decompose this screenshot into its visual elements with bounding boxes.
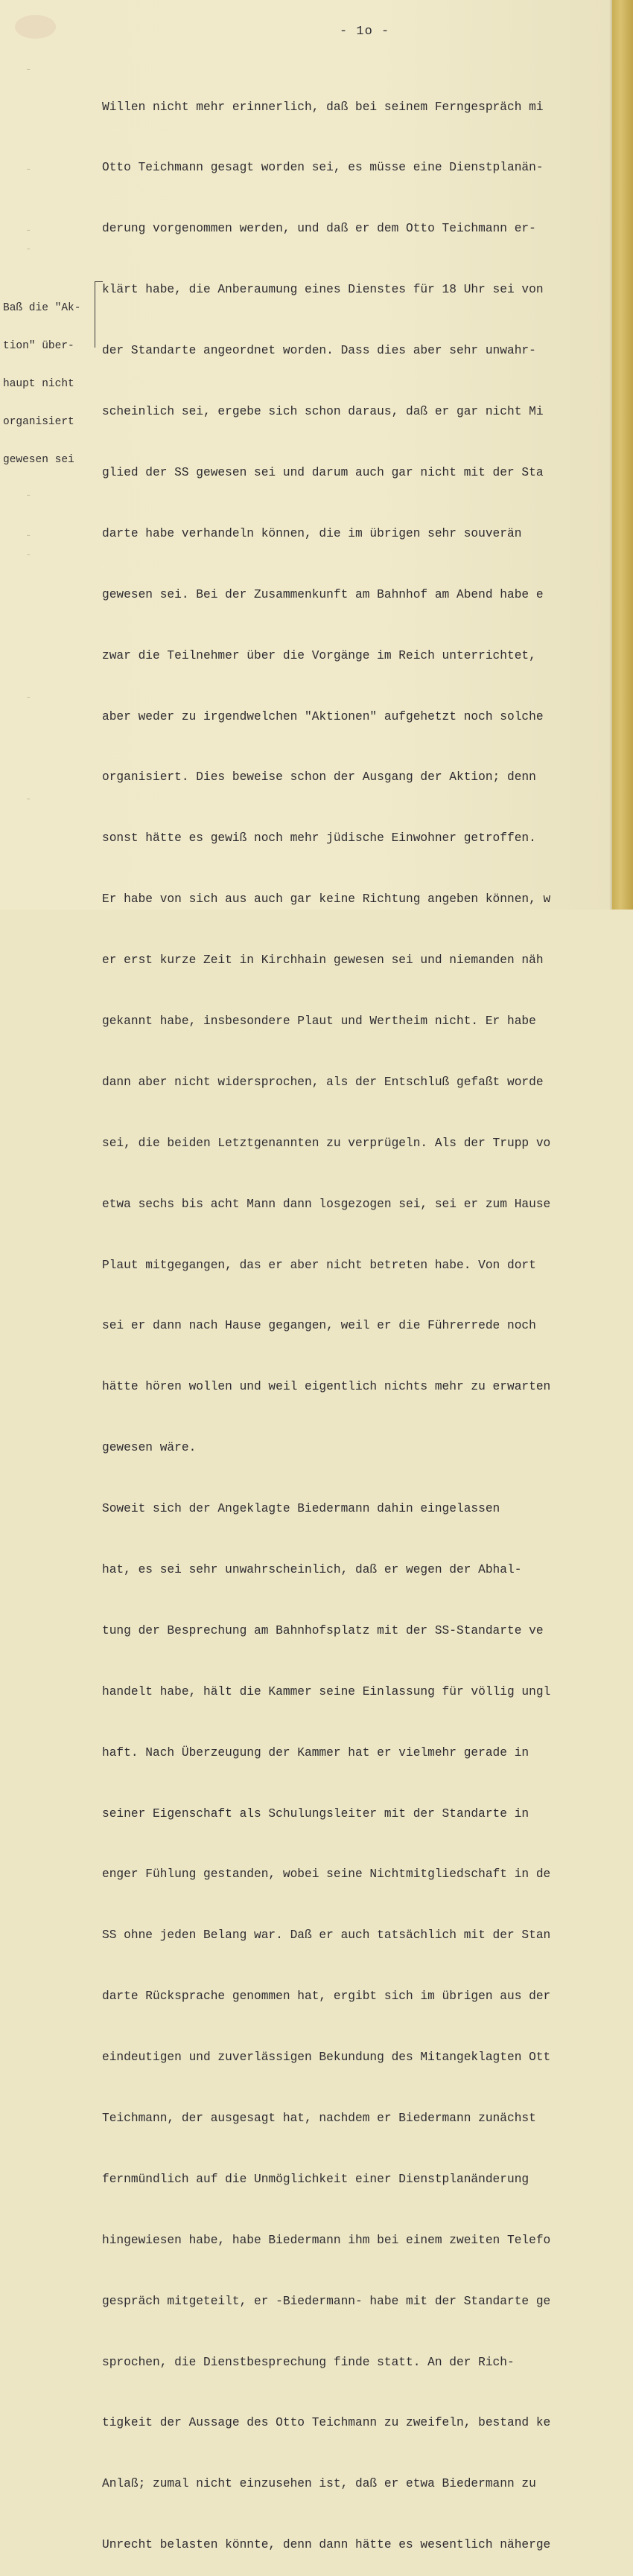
text-line: fernmündlich auf die Unmöglichkeit einer Dienstplanänderung [102,2172,529,2186]
text-line: scheinlich sei, ergebe sich schon daraus, daß er gar nicht Mi [102,405,544,419]
margin-note-line: Baß die "Ak- [3,302,81,314]
text-line: Otto Teichmann gesagt worden sei, es müsse eine Dienstplanän- [102,161,544,175]
text-line: Teichmann, der ausgesagt hat, nachdem er Biedermann zunächst [102,2111,536,2125]
margin-note-line: tion" über- [3,340,74,352]
text-line: organisiert. Dies beweise schon der Ausgang der Aktion; denn [102,770,536,784]
text-line: glied der SS gewesen sei und darum auch gar nicht mit der Sta [102,465,544,479]
text-line: der Standarte angeordnet worden. Dass dies aber sehr unwahr- [102,344,536,358]
margin-note-line: gewesen sei [3,454,74,466]
text-line: Anlaß; zumal nicht einzusehen ist, daß er etwa Biedermann zu [102,2477,536,2491]
text-line: Willen nicht mehr erinnerlich, daß bei seinem Ferngespräch mi [102,100,544,114]
faint-dash: - [25,793,32,805]
text-line: handelt habe, hält die Kammer seine Einlassung für völlig ungl [102,1684,551,1698]
text-line: enger Fühlung gestanden, wobei seine Nichtmitgliedschaft in de [102,1867,551,1882]
text-line: haft. Nach Überzeugung der Kammer hat er vielmehr gerade in [102,1745,529,1760]
text-line: Er habe von sich aus auch gar keine Richtung angeben können, w [102,892,551,907]
faint-dash: - [25,225,32,237]
body-text [102,57,623,2576]
text-line: darte habe verhandeln können, die im übrigen sehr souverän [102,526,522,540]
margin-note-line: organisiert [3,416,74,428]
faint-dash: - [25,64,32,76]
text-line: zwar die Teilnehmer über die Vorgänge im Reich unterrichtet, [102,648,536,662]
faint-dash: - [25,243,32,255]
text-line: gekannt habe, insbesondere Plaut und Wertheim nicht. Er habe [102,1014,536,1028]
text-line: klärt habe, die Anberaumung eines Dienstes für 18 Uhr sei von [102,283,544,297]
page-number: - 1o - [340,25,390,39]
text-line: hätte hören wollen und weil eigentlich nichts mehr zu erwarten [102,1380,551,1394]
text-line: gespräch mitgeteilt, er -Biedermann- habe mit der Standarte ge [102,2294,551,2308]
text-line: sei er dann nach Hause gegangen, weil er die Führerrede noch [102,1319,536,1333]
text-line: Unrecht belasten könnte, denn dann hätte es wesentlich näherge [102,2538,551,2552]
text-line: tigkeit der Aussage des Otto Teichmann zu zweifeln, bestand ke [102,2416,551,2430]
text-line: seiner Eigenschaft als Schulungsleiter mit der Standarte in [102,1806,529,1821]
text-line: darte Rücksprache genommen hat, ergibt sich im übrigen aus der [102,1989,551,2004]
text-line: etwa sechs bis acht Mann dann losgezogen sei, sei er zum Hause [102,1197,551,1211]
faint-dash: - [25,530,32,542]
text-line: aber weder zu irgendwelchen "Aktionen" aufgehetzt noch solche [102,709,544,723]
text-line: sprochen, die Dienstbesprechung finde statt. An der Rich- [102,2355,515,2369]
text-line: hat, es sei sehr unwahrscheinlich, daß er wegen der Abhal- [102,1562,522,1576]
faint-dash: - [25,490,32,502]
faint-dash: - [25,549,32,561]
text-line: SS ohne jeden Belang war. Daß er auch tatsächlich mit der Stan [102,1928,551,1943]
faint-dash: - [25,164,32,176]
text-line: Plaut mitgegangen, das er aber nicht betreten habe. Von dort [102,1258,536,1272]
margin-note [3,277,80,479]
text-line: hingewiesen habe, habe Biedermann ihm bei einem zweiten Telefo [102,2233,551,2247]
margin-note-line: haupt nicht [3,378,74,390]
paper-stain [15,15,56,39]
text-line: derung vorgenommen werden, und daß er dem Otto Teichmann er- [102,222,536,236]
text-line: gewesen wäre. [102,1441,197,1455]
text-line: sei, die beiden Letztgenannten zu verprügeln. Als der Trupp vo [102,1136,551,1150]
text-line: gewesen sei. Bei der Zusammenkunft am Bahnhof am Abend habe e [102,587,544,601]
text-line: eindeutigen und zuverlässigen Bekundung des Mitangeklagten Ott [102,2051,551,2065]
text-line: tung der Besprechung am Bahnhofsplatz mit der SS-Standarte ve [102,1623,544,1637]
text-line: sonst hätte es gewiß noch mehr jüdische Einwohner getroffen. [102,831,536,846]
text-line: er erst kurze Zeit in Kirchhain gewesen sei und niemanden näh [102,953,544,968]
text-line: dann aber nicht widersprochen, als der Entschluß gefaßt worde [102,1075,544,1089]
faint-dash: - [25,692,32,704]
text-line: Soweit sich der Angeklagte Biedermann dahin eingelassen [102,1502,500,1516]
